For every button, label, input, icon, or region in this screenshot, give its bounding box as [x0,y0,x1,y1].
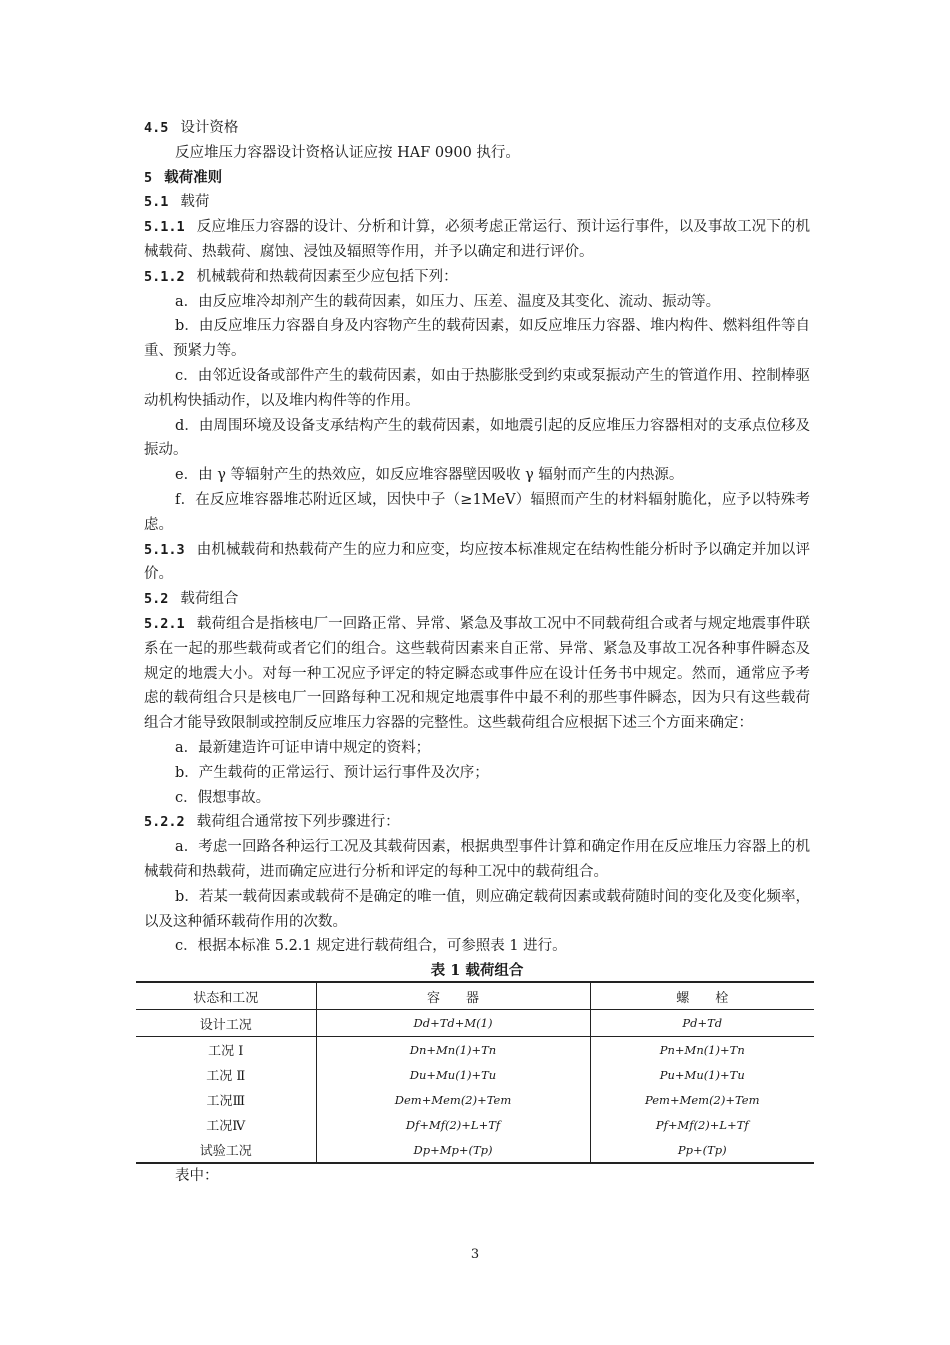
table-cell: 工况Ⅲ [206,1094,246,1110]
section-number: 5.1.2 [144,268,185,285]
list-item-a: a．考虑一回路各种运行工况及其载荷因素，根据典型事件计算和确定作用在反应堆压力容器上的机械载荷和热载荷，进而确定应进行分析和评定的每种工况中的载荷组合。 [144,839,810,880]
list-item-c: c．假想事故。 [175,789,271,806]
table-cell: 工况 Ⅱ [206,1069,246,1085]
section-number: 5.1 [144,194,169,211]
table-row [136,1062,814,1087]
table-cell: Pf+Mf(2)+L+Tf [590,1112,814,1137]
table-cell: Dem+Mem(2)+Tem [316,1087,590,1112]
list-item-a: a．最新建造许可证申请中规定的资料； [175,739,431,756]
table-cell: Du+Mu(1)+Tu [316,1062,590,1087]
section-title: 载荷组合 [180,591,239,608]
table-cell: Dn+Mn(1)+Tn [316,1037,590,1063]
section-number: 5.2 [144,591,169,608]
section-4-5-heading [144,116,810,141]
section-title: 设计资格 [180,120,239,136]
table-cell: Dp+Mp+(Tp) [316,1137,590,1163]
list-item-c: c．由邻近设备或部件产生的载荷因素，如由于热膨胀受到约束或泵振动产生的管道作用、控制棒驱动机构快插动作，以及堆内构件等的作用。 [144,367,810,409]
section-5-1-heading [144,190,810,215]
list-item-a: a．由反应堆冷却剂产生的载荷因素，如压力、压差、温度及其变化、流动、振动等。 [175,293,721,310]
list-item-b: b．若某一载荷因素或载荷不是确定的唯一值，则应确定载荷因素或载荷随时间的变化及变化频率，以及这种循环载荷作用的次数。 [144,888,810,930]
table-cell: 工况Ⅳ [206,1119,246,1135]
table-row [136,1137,814,1163]
section-5-1-3 [144,538,810,588]
section-5-heading [144,166,810,191]
table-row [136,1037,814,1063]
section-number: 5 [144,169,153,186]
section-number: 5.2.1 [144,615,185,632]
table-cell: Pn+Mn(1)+Tn [590,1037,814,1063]
table-header-cell: 状态和工况 [136,982,316,1010]
section-5-1-1 [144,215,810,265]
section-5-2-1 [144,612,810,736]
table-cell: 工况 Ⅰ [208,1044,244,1060]
list-item-e: e．由 γ 等辐射产生的热效应，如反应堆容器壁因吸收 γ 辐射而产生的内热源。 [175,467,684,484]
table-row [136,1112,814,1137]
table-cell: Pem+Mem(2)+Tem [590,1087,814,1112]
table-cell: Df+Mf(2)+L+Tf [316,1112,590,1137]
paragraph-text: 载荷组合是指核电厂一回路正常、异常、紧急及事故工况中不同载荷组合或者与规定地震事件联系在一起的那些载荷或者它们的组合。这些载荷因素来自正常、异常、紧急及事故工况各种事件瞬态及规定的地震大小。对每一种工况应予评定的特定瞬态或事件应在设计任务书中规定。然而，通常应予考虑的载荷组合只是核电厂一回路每种工况和规定地震事件中最不利的那些事件瞬态，因为只有这些载荷组合才能导致限制或控制反应堆压力容器的完整性。这些载荷组合应根据下述三个方面来确定： [144,615,810,732]
list-item-d: d．由周围环境及设备支承结构产生的载荷因素，如地震引起的反应堆压力容器相对的支承点位移及振动。 [144,417,810,459]
section-4-5-text: 反应堆压力容器设计资格认证应按 HAF 0900 执行。 [175,144,520,161]
table-cell: Dd+Td+M(1) [316,1010,590,1037]
table-note-lead: 表中： [175,1168,219,1185]
list-item-b: b．由反应堆压力容器自身及内容物产生的载荷因素，如反应堆压力容器、堆内构件、燃料组件等自重、预紧力等。 [144,318,810,360]
table-header-row [136,982,814,1010]
table-row [136,1087,814,1112]
table-header-cell: 螺 栓 [590,982,814,1010]
section-5-2-2 [144,810,810,835]
load-combination-table [136,981,814,1164]
table-cell: Pd+Td [590,1010,814,1037]
paragraph-text: 载荷组合通常按下列步骤进行： [196,814,400,831]
table-row [136,1010,814,1037]
list-item-c: c．根据本标准 5.2.1 规定进行载荷组合，可参照表 1 进行。 [175,938,567,955]
paragraph-text: 反应堆压力容器的设计、分析和计算，必须考虑正常运行、预计运行事件，以及事故工况下的机械载荷、热载荷、腐蚀、浸蚀及辐照等作用，并予以确定和进行评价。 [144,219,810,260]
page-number: 3 [470,1247,480,1262]
section-5-2-heading [144,587,810,612]
paragraph-text: 机械载荷和热载荷因素至少应包括下列： [196,268,458,285]
table-cell: 设计工况 [136,1010,316,1037]
table-cell: Pu+Mu(1)+Tu [590,1062,814,1087]
section-5-1-2 [144,265,810,290]
document-body [144,116,810,1189]
section-title: 载荷准则 [164,168,223,186]
table-caption: 表 1 载荷组合 [430,962,524,980]
table-cell: 试验工况 [136,1137,316,1163]
section-number: 5.1.3 [144,541,185,558]
section-number: 5.2.2 [144,814,185,831]
table-cell: Pp+(Tp) [590,1137,814,1163]
section-number: 4.5 [144,120,169,136]
list-item-b: b．产生载荷的正常运行、预计运行事件及次序； [175,764,489,781]
list-item-f: f．在反应堆容器堆芯附近区域，因快中子（≥1MeV）辐照而产生的材料辐射脆化，应予以特殊考虑。 [144,491,810,533]
table-header-cell: 容 器 [316,982,590,1010]
section-number: 5.1.1 [144,219,185,236]
paragraph-text: 由机械载荷和热载荷产生的应力和应变，均应按本标准规定在结构性能分析时予以确定并加以评价。 [144,541,810,583]
section-title: 载荷 [180,194,210,211]
